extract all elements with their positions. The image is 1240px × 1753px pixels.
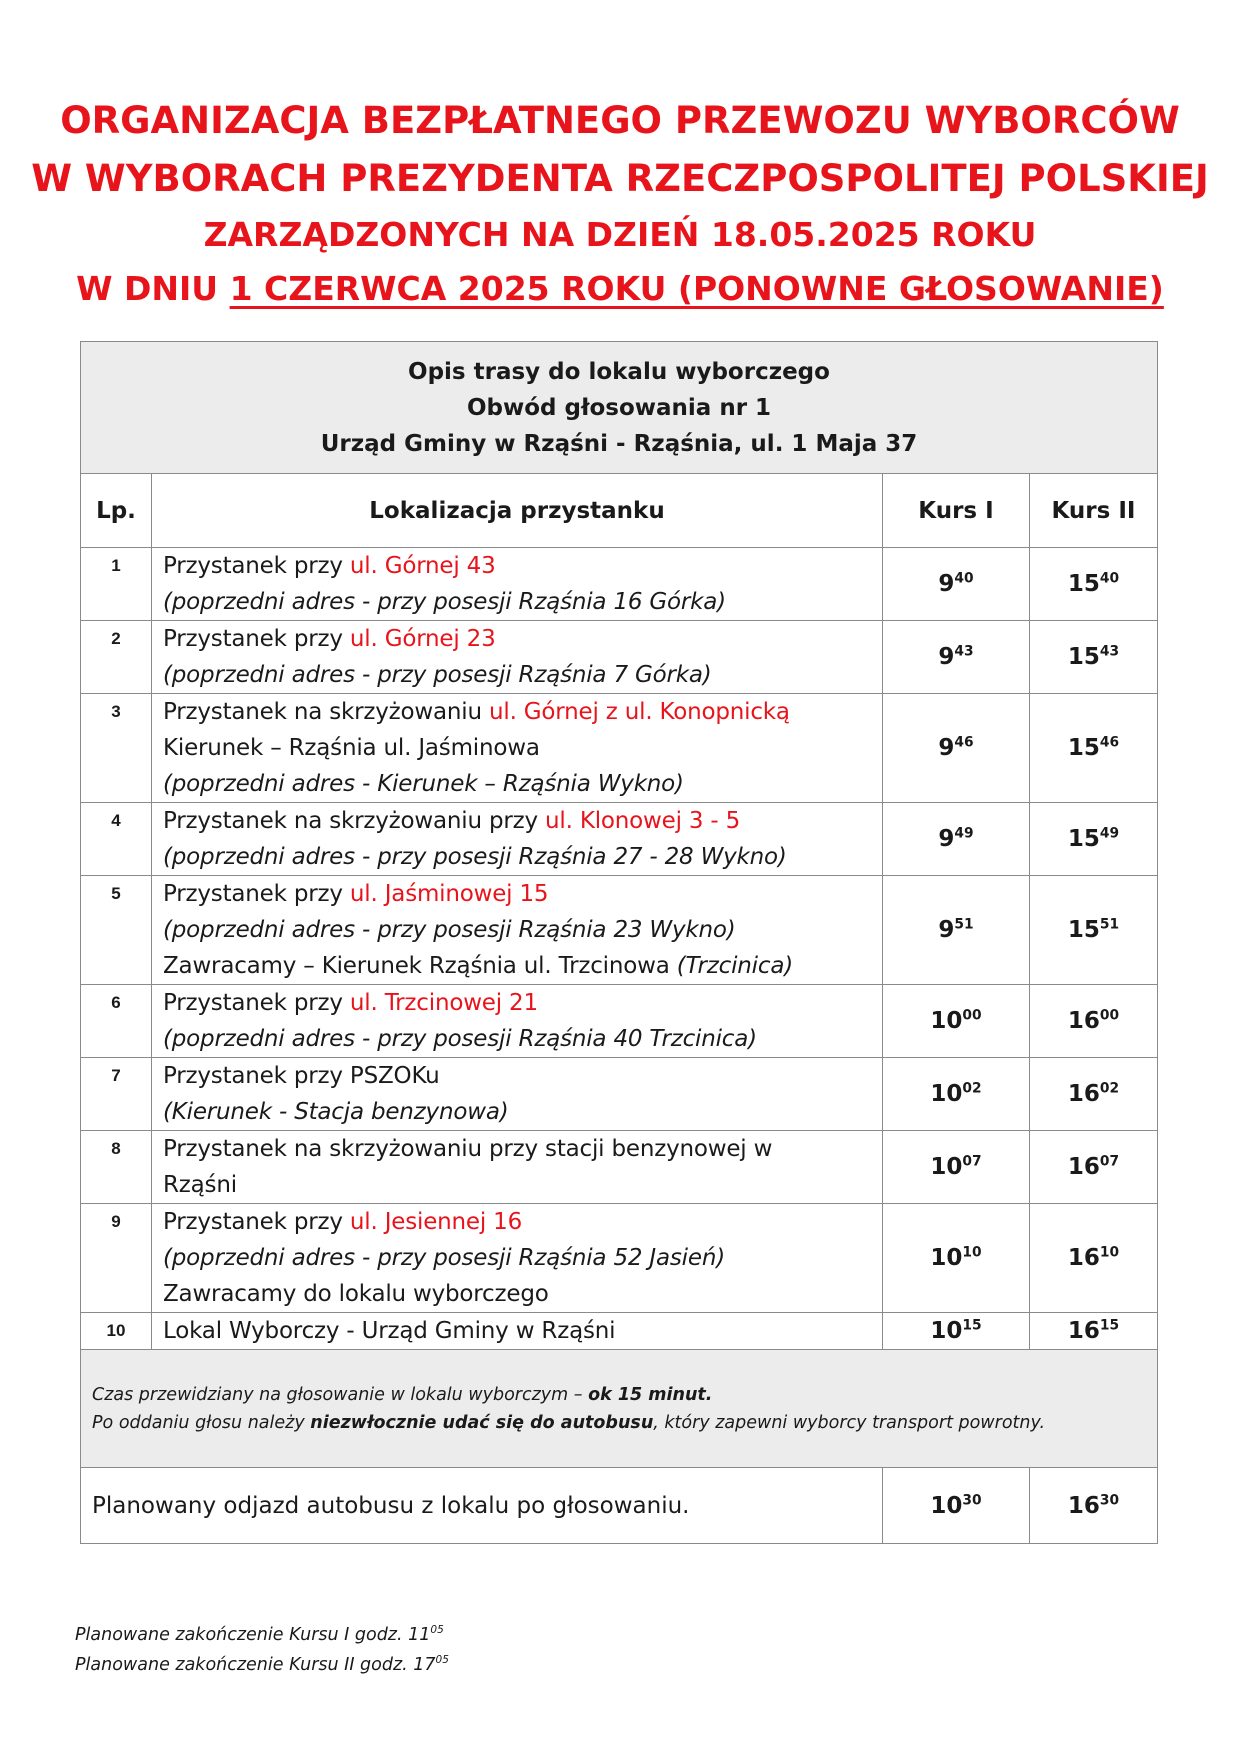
street-address: ul. Górnej z ul. Konopnicką bbox=[489, 699, 790, 725]
time-kurs1: $9^{46}$ bbox=[883, 694, 1030, 803]
title-line-4 bbox=[0, 262, 1240, 316]
note-line-1 bbox=[92, 1381, 1157, 1409]
stop-number: 10 bbox=[81, 1313, 152, 1350]
stop-number: 3 bbox=[81, 694, 152, 803]
stop-location-line bbox=[163, 657, 882, 693]
stop-text: Przystanek na skrzyżowaniu bbox=[163, 699, 489, 725]
stop-location-line bbox=[163, 1240, 882, 1276]
time-kurs1: $9^{51}$ bbox=[883, 876, 1030, 985]
column-header-row bbox=[81, 474, 1158, 548]
departure-row bbox=[81, 1468, 1158, 1544]
time-kurs2: $15^{51}$ bbox=[1030, 876, 1158, 985]
stop-row bbox=[81, 876, 1158, 985]
stop-text: Kierunek – Rząśnia ul. Jaśminowa bbox=[163, 735, 540, 761]
time-kurs2: $15^{49}$ bbox=[1030, 803, 1158, 876]
street-address: ul. Górnej 43 bbox=[349, 553, 496, 579]
stop-text: (poprzedni adres - przy posesji Rząśnia 16 Górka) bbox=[163, 589, 726, 615]
stop-location-line bbox=[163, 1021, 882, 1057]
stop-location-line bbox=[163, 1313, 882, 1349]
col-header-location: Lokalizacja przystanku bbox=[152, 474, 883, 548]
stop-row bbox=[81, 621, 1158, 694]
time-kurs2: $15^{43}$ bbox=[1030, 621, 1158, 694]
stop-location bbox=[152, 694, 883, 803]
stop-location bbox=[152, 548, 883, 621]
stop-location-line bbox=[163, 1167, 882, 1203]
stop-number: 7 bbox=[81, 1058, 152, 1131]
street-address: ul. Jesiennej 16 bbox=[349, 1209, 523, 1235]
note-line-2 bbox=[92, 1409, 1157, 1437]
route-header-line-3: Urząd Gminy w Rząśni - Rząśnia, ul. 1 Maja 37 bbox=[320, 430, 918, 457]
stop-row bbox=[81, 548, 1158, 621]
stop-text: (Kierunek - Stacja benzynowa) bbox=[163, 1099, 509, 1125]
note-line-1-bold: ok 15 minut. bbox=[588, 1384, 713, 1405]
stop-location bbox=[152, 1131, 883, 1204]
stop-text: (Trzcinica) bbox=[676, 953, 793, 979]
stop-location-line bbox=[163, 1204, 882, 1240]
street-address: ul. Jaśminowej 15 bbox=[349, 881, 549, 907]
stop-location-line bbox=[163, 548, 882, 584]
stop-text: (poprzedni adres - przy posesji Rząśnia 40 Trzcinica) bbox=[163, 1026, 757, 1052]
time-kurs2: $16^{10}$ bbox=[1030, 1204, 1158, 1313]
time-kurs2: $15^{46}$ bbox=[1030, 694, 1158, 803]
footer-line-1 bbox=[75, 1620, 449, 1650]
title-line-2: W WYBORACH PREZYDENTA RZECZPOSPOLITEJ POLSKIEJ bbox=[31, 157, 1209, 200]
stop-location-line bbox=[163, 694, 882, 730]
stop-row bbox=[81, 985, 1158, 1058]
stop-number: 4 bbox=[81, 803, 152, 876]
stop-location bbox=[152, 1204, 883, 1313]
departure-kurs1: $10^{30}$ bbox=[883, 1468, 1030, 1544]
note-row bbox=[81, 1350, 1158, 1468]
table-header-row bbox=[81, 342, 1158, 474]
note-line-1-text: Czas przewidziany na głosowanie w lokalu wyborczym – bbox=[92, 1384, 589, 1405]
street-address: ul. Klonowej 3 - 5 bbox=[545, 808, 741, 834]
stop-location bbox=[152, 1058, 883, 1131]
title-line-4-prefix: W DNIU bbox=[76, 269, 230, 308]
street-address: ul. Górnej 23 bbox=[349, 626, 496, 652]
stop-location-line bbox=[163, 985, 882, 1021]
stop-text: Przystanek przy PSZOKu bbox=[163, 1063, 440, 1089]
footer-line-2 bbox=[75, 1650, 449, 1680]
note-line-2-bold: niezwłocznie udać się do autobusu bbox=[310, 1412, 654, 1433]
stop-text: (poprzedni adres - Kierunek – Rząśnia Wykno) bbox=[163, 771, 684, 797]
time-kurs1: $10^{15}$ bbox=[883, 1313, 1030, 1350]
stop-location-line bbox=[163, 621, 882, 657]
stop-row bbox=[81, 1313, 1158, 1350]
stop-location-line bbox=[163, 803, 882, 839]
footer-line-2-sup: 05 bbox=[435, 1654, 449, 1667]
street-address: ul. Trzcinowej 21 bbox=[349, 990, 538, 1016]
stop-row bbox=[81, 1131, 1158, 1204]
stop-row bbox=[81, 694, 1158, 803]
stop-text: Przystanek na skrzyżowaniu przy stacji benzynowej w bbox=[163, 1136, 773, 1162]
col-header-kurs1: Kurs I bbox=[883, 474, 1030, 548]
stop-location-line bbox=[163, 948, 882, 984]
stop-text: Przystanek przy bbox=[163, 626, 350, 652]
time-kurs1: $10^{02}$ bbox=[883, 1058, 1030, 1131]
col-header-kurs2: Kurs II bbox=[1030, 474, 1158, 548]
footer-notes bbox=[75, 1620, 449, 1680]
stop-text: (poprzedni adres - przy posesji Rząśnia 23 Wykno) bbox=[163, 917, 736, 943]
stop-location-line bbox=[163, 584, 882, 620]
stop-location bbox=[152, 1313, 883, 1350]
time-kurs1: $9^{43}$ bbox=[883, 621, 1030, 694]
stop-number: 5 bbox=[81, 876, 152, 985]
stop-location-line bbox=[163, 1276, 882, 1312]
stop-text: Zawracamy do lokalu wyborczego bbox=[163, 1281, 549, 1307]
title-line-4-date: 1 CZERWCA 2025 ROKU (PONOWNE GŁOSOWANIE) bbox=[229, 269, 1164, 308]
stop-location-line bbox=[163, 876, 882, 912]
stop-text: Przystanek przy bbox=[163, 553, 350, 579]
stop-text: Przystanek przy bbox=[163, 1209, 350, 1235]
time-kurs1: $10^{10}$ bbox=[883, 1204, 1030, 1313]
stop-text: (poprzedni adres - przy posesji Rząśnia 27 - 28 Wykno) bbox=[163, 844, 787, 870]
stop-number: 2 bbox=[81, 621, 152, 694]
stop-location-line bbox=[163, 1131, 882, 1167]
document-title bbox=[0, 92, 1240, 316]
route-header-line-1: Opis trasy do lokalu wyborczego bbox=[408, 358, 830, 385]
stop-text: Przystanek przy bbox=[163, 881, 350, 907]
voting-note bbox=[81, 1350, 1158, 1468]
departure-label: Planowany odjazd autobusu z lokalu po głosowaniu. bbox=[81, 1468, 883, 1544]
route-description-header bbox=[81, 342, 1158, 474]
time-kurs2: $15^{40}$ bbox=[1030, 548, 1158, 621]
stop-row bbox=[81, 1204, 1158, 1313]
stop-number: 8 bbox=[81, 1131, 152, 1204]
time-kurs2: $16^{02}$ bbox=[1030, 1058, 1158, 1131]
stop-row bbox=[81, 803, 1158, 876]
stop-text: Przystanek na skrzyżowaniu przy bbox=[163, 808, 546, 834]
stop-number: 9 bbox=[81, 1204, 152, 1313]
stop-text: (poprzedni adres - przy posesji Rząśnia 52 Jasień) bbox=[163, 1245, 725, 1271]
stop-location bbox=[152, 876, 883, 985]
title-line-1: ORGANIZACJA BEZPŁATNEGO PRZEWOZU WYBORCÓW bbox=[60, 99, 1180, 142]
footer-line-1-sup: 05 bbox=[430, 1624, 444, 1637]
stop-text: Lokal Wyborczy - Urząd Gminy w Rząśni bbox=[163, 1318, 616, 1344]
note-line-2-text-c: , który zapewni wyborcy transport powrotny. bbox=[653, 1412, 1046, 1433]
route-header-line-2: Obwód głosowania nr 1 bbox=[466, 394, 772, 421]
stop-location-line bbox=[163, 1058, 882, 1094]
stop-text: Zawracamy – Kierunek Rząśnia ul. Trzcinowa bbox=[163, 953, 677, 979]
stop-location-line bbox=[163, 766, 882, 802]
stop-location-line bbox=[163, 912, 882, 948]
departure-kurs2: $16^{30}$ bbox=[1030, 1468, 1158, 1544]
route-table bbox=[80, 341, 1158, 1544]
stop-location-line bbox=[163, 1094, 882, 1130]
stop-location-line bbox=[163, 839, 882, 875]
stop-location bbox=[152, 803, 883, 876]
stop-location bbox=[152, 985, 883, 1058]
footer-line-1-text: Planowane zakończenie Kursu I godz. 11 bbox=[75, 1625, 431, 1645]
stop-text: Przystanek przy bbox=[163, 990, 350, 1016]
title-line-3: ZARZĄDZONYCH NA DZIEŃ 18.05.2025 ROKU bbox=[203, 215, 1037, 254]
time-kurs2: $16^{00}$ bbox=[1030, 985, 1158, 1058]
time-kurs1: $10^{07}$ bbox=[883, 1131, 1030, 1204]
time-kurs1: $10^{00}$ bbox=[883, 985, 1030, 1058]
stop-number: 1 bbox=[81, 548, 152, 621]
time-kurs2: $16^{07}$ bbox=[1030, 1131, 1158, 1204]
stop-text: (poprzedni adres - przy posesji Rząśnia 7 Górka) bbox=[163, 662, 712, 688]
stop-location bbox=[152, 621, 883, 694]
stop-location-line bbox=[163, 730, 882, 766]
stop-number: 6 bbox=[81, 985, 152, 1058]
time-kurs1: $9^{40}$ bbox=[883, 548, 1030, 621]
col-header-lp: Lp. bbox=[81, 474, 152, 548]
time-kurs2: $16^{15}$ bbox=[1030, 1313, 1158, 1350]
stops-body bbox=[81, 548, 1158, 1350]
footer-line-2-text: Planowane zakończenie Kursu II godz. 17 bbox=[75, 1655, 436, 1675]
note-line-2-text-a: Po oddaniu głosu należy bbox=[92, 1412, 311, 1433]
time-kurs1: $9^{49}$ bbox=[883, 803, 1030, 876]
stop-row bbox=[81, 1058, 1158, 1131]
stop-text: Rząśni bbox=[163, 1172, 237, 1198]
